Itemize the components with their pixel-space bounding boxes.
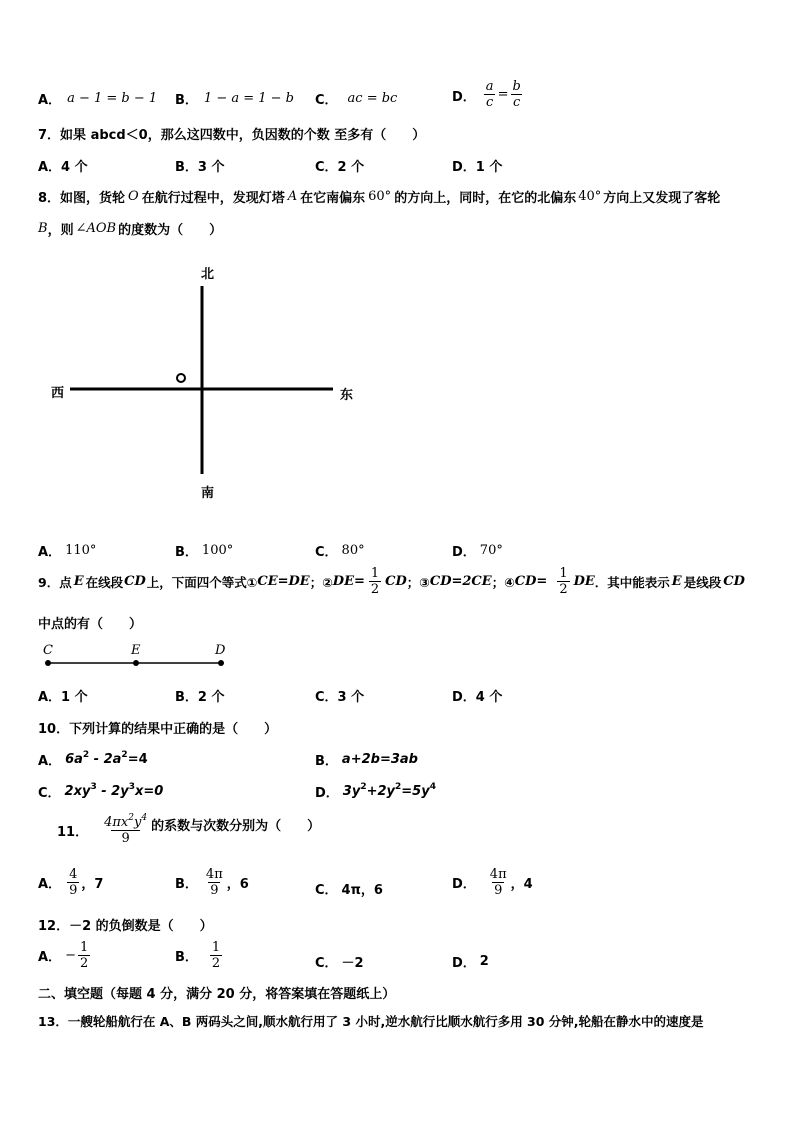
q11-a-num: 4 [69,867,78,882]
compass-south-label: 南 [201,486,215,501]
q6-option-a [38,89,157,108]
q8-option-c [315,541,365,560]
q11-a-fraction [67,867,79,898]
q9-text: ．其中能表示 [594,574,670,590]
q12-a-label: A． [38,950,62,965]
q12-option-a [38,940,92,971]
q11-num-exp: 4 [141,813,148,823]
q12-c-label: C． [315,956,338,971]
q8-b-label: B． [175,545,198,560]
q9-var-de: DE [573,574,595,589]
q12-b-label: B． [175,950,198,965]
q10-c-term: 2xy [64,784,91,799]
q9-half-num: 1 [370,566,380,581]
q6-d-fraction-1 [484,79,496,110]
point-c-label: C [43,643,53,658]
q11-b-den: 9 [210,883,219,898]
q7-option-a: A．4 个 [38,160,88,175]
q10-d-term: 3y [342,784,361,799]
q8-option-b [175,541,233,560]
q11-frac-den: 9 [111,830,139,846]
q6-d-num2: b [512,79,521,94]
q9-option-d: D．4 个 [452,690,503,705]
q8-text: 在它南偏东 [300,191,366,206]
q10-a-term: - 2a [89,752,122,767]
q9-option-c: C．3 个 [315,690,365,705]
q11-monomial-fraction [102,815,149,846]
point-c [45,660,51,666]
point-e-label: E [131,643,141,658]
q9-text: ；④ [491,574,515,590]
q9-text: 是线段 [683,574,722,590]
q8-stem-line1 [38,187,720,206]
q8-text: 8．如图，货轮 [38,191,126,206]
q11-num-exp: 2 [128,813,134,823]
q10-a-result: =4 [127,752,148,767]
q9-half-fraction-2 [557,566,569,597]
q9-half-fraction-1 [369,566,381,597]
q12-a-sign: − [65,948,76,963]
q9-stem-line1 [38,566,745,597]
q6-b-label: B． [175,93,198,108]
q9-stem-line2: 中点的有（ ） [38,617,143,632]
q9-text: ；③ [406,574,430,590]
q9-var-cd: CD [124,574,146,589]
q12-b-den: 2 [211,956,221,971]
q11-d-den: 9 [494,883,503,898]
q6-d-eq: = [497,87,509,102]
q10-d-label: D． [315,786,339,801]
q6-b-expr: 1 − a = 1 − b [203,91,295,106]
q10-c-term: - 2y [96,784,129,799]
q8-c-label: C． [315,545,338,560]
q6-option-c [315,89,397,108]
q6-d-label: D． [452,90,476,105]
q10-d-result: =5y [401,784,430,799]
q11-d-label: D． [452,877,476,892]
q9-text: 9．点 [38,574,72,590]
q12-a-den: 2 [79,956,89,971]
q11-a-den: 9 [69,883,78,898]
q7-stem: 7．如果 abcd＜0，那么这四数中，负因数的个数 至多有（ ） [38,128,426,143]
q8-var-a: A [287,189,298,204]
q7-option-d: D．1 个 [452,160,503,175]
q6-option-b [175,89,294,108]
q10-b-label: B． [315,754,338,769]
q10-a-exp: 2 [121,750,128,760]
q9-equation-3: CD=2CE [429,574,492,589]
q10-option-c [38,782,163,801]
q6-d-den1: c [486,95,494,110]
q11-frac-num [102,815,149,830]
q11-d-tail: ，4 [510,877,533,892]
q11-b-num: 4π [205,867,223,882]
q8-option-d [452,541,503,560]
q10-c-exp: 3 [128,782,135,792]
q12-b-fraction [210,940,222,971]
q6-d-den2: c [512,95,521,110]
q8-angle: ∠AOB [75,221,117,236]
q9-half-num: 1 [559,566,568,581]
q12-option-b [175,940,224,971]
q11-b-fraction [204,867,225,898]
q8-a-value: 110° [65,543,97,558]
q10-c-expr [65,784,164,799]
q8-d-value: 70° [479,543,503,558]
q10-b-expr: a+2b=3ab [341,752,418,767]
q10-d-exp: 2 [395,782,402,792]
q11-num-part: y [133,815,142,830]
q9-text: ；② [309,574,333,590]
q7-option-b: B．3 个 [175,160,225,175]
q8-text: 方向上又发现了客轮 [603,191,721,206]
q11-stem [57,815,320,846]
q8-degree-2: 40° [578,189,602,204]
q10-d-exp: 4 [429,782,436,792]
q8-text: 在航行过程中，发现灯塔 [141,191,285,206]
q8-text: 的方向上，同时，在它的北偏东 [394,191,577,206]
q11-option-c [315,879,383,898]
q11-d-num: 4π [489,867,507,882]
q10-c-label: C． [38,786,61,801]
q10-option-b [315,750,418,769]
q9-half-den: 2 [559,582,568,597]
q8-option-a [38,541,96,560]
q11-d-fraction [488,867,509,898]
compass-north-label: 北 [201,267,215,282]
q11-a-label: A． [38,877,62,892]
q12-d-label: D． [452,956,476,971]
q10-a-term: 6a [65,752,83,767]
q10-a-expr [65,752,148,767]
q8-d-label: D． [452,545,476,560]
q11-b-tail: ，6 [226,877,249,892]
q9-equation-1: CE=DE [257,574,310,589]
point-d-label: D [215,643,226,658]
q9-half-den: 2 [370,582,380,597]
q12-c-expr: －2 [341,956,364,971]
section-heading-fill-in: 二、填空题（每题 4 分，满分 20 分，将答案填在答题纸上） [38,987,396,1002]
q9-var-cd: CD [723,574,745,589]
q8-text: ，则 [47,223,74,238]
q11-option-d [452,867,533,898]
q10-d-term: +2y [366,784,396,799]
q12-option-d [452,952,489,971]
q11-num-part: 4πx [104,815,129,830]
compass-west-label: 西 [51,386,65,401]
q9-equation-2: DE= [332,574,365,589]
q6-a-expr: a − 1 = b − 1 [67,91,158,106]
q12-b-num: 1 [211,940,221,955]
q8-b-value: 100° [201,543,234,558]
q8-a-label: A． [38,545,62,560]
q8-var-b: B [38,221,48,236]
point-e [133,660,139,666]
q7-option-c: C．2 个 [315,160,365,175]
q8-c-value: 80° [341,543,365,558]
q10-stem: 10．下列计算的结果中正确的是（ ） [38,722,278,737]
q10-option-a [38,750,148,769]
q8-degree-1: 60° [368,189,392,204]
q9-var-e: E [671,574,682,589]
q11-option-b [175,867,249,898]
q9-text: 上，下面四个等式① [146,574,258,590]
q10-c-result: x=0 [134,784,164,799]
q9-var-cd: CD [385,574,407,589]
q12-a-num: 1 [79,940,89,955]
q12-option-c [315,952,364,971]
q13-stem: 13．一艘轮船航行在 A、B 两码头之间,顺水航行用了 3 小时,逆水航行比顺水航行多用 30 分钟,轮船在静水中的速度是 [38,1014,704,1029]
q11-c-expr: 4π，6 [341,883,383,898]
q6-c-label: C． [315,93,338,108]
q6-option-d [452,79,525,110]
q6-d-num1: a [485,79,494,94]
q12-d-expr: 2 [479,954,489,969]
q10-a-exp: 2 [82,750,90,760]
q8-var-o: O [128,189,139,204]
q11-c-label: C． [315,883,338,898]
q9-text: 在线段 [85,574,124,590]
q8-stem-line2 [38,219,222,238]
q10-c-exp: 3 [90,782,97,792]
q6-a-label: A． [38,93,62,108]
q6-d-fraction-2 [510,79,522,110]
q11-a-tail: ，7 [81,877,104,892]
q10-d-exp: 2 [360,782,367,792]
q10-d-expr [343,784,436,799]
q9-equation-4: CD= [514,574,548,589]
origin-marker [177,374,185,382]
q9-option-a: A．1 个 [38,690,88,705]
q11-option-a [38,867,103,898]
q6-c-expr: ac = bc [347,91,398,106]
q10-option-d [315,782,436,801]
q9-option-b: B．2 个 [175,690,225,705]
q11-number: 11． [57,825,89,840]
q11-tail: 的系数与次数分别为（ ） [151,819,321,834]
q12-a-fraction [78,940,90,971]
q8-text: 的度数为（ ） [118,223,223,238]
q12-stem: 12．－2 的负倒数是（ ） [38,919,213,934]
compass-east-label: 东 [340,388,354,403]
q11-b-label: B． [175,877,198,892]
q9-var-e: E [73,574,84,589]
point-d [218,660,224,666]
q10-a-label: A． [38,754,62,769]
